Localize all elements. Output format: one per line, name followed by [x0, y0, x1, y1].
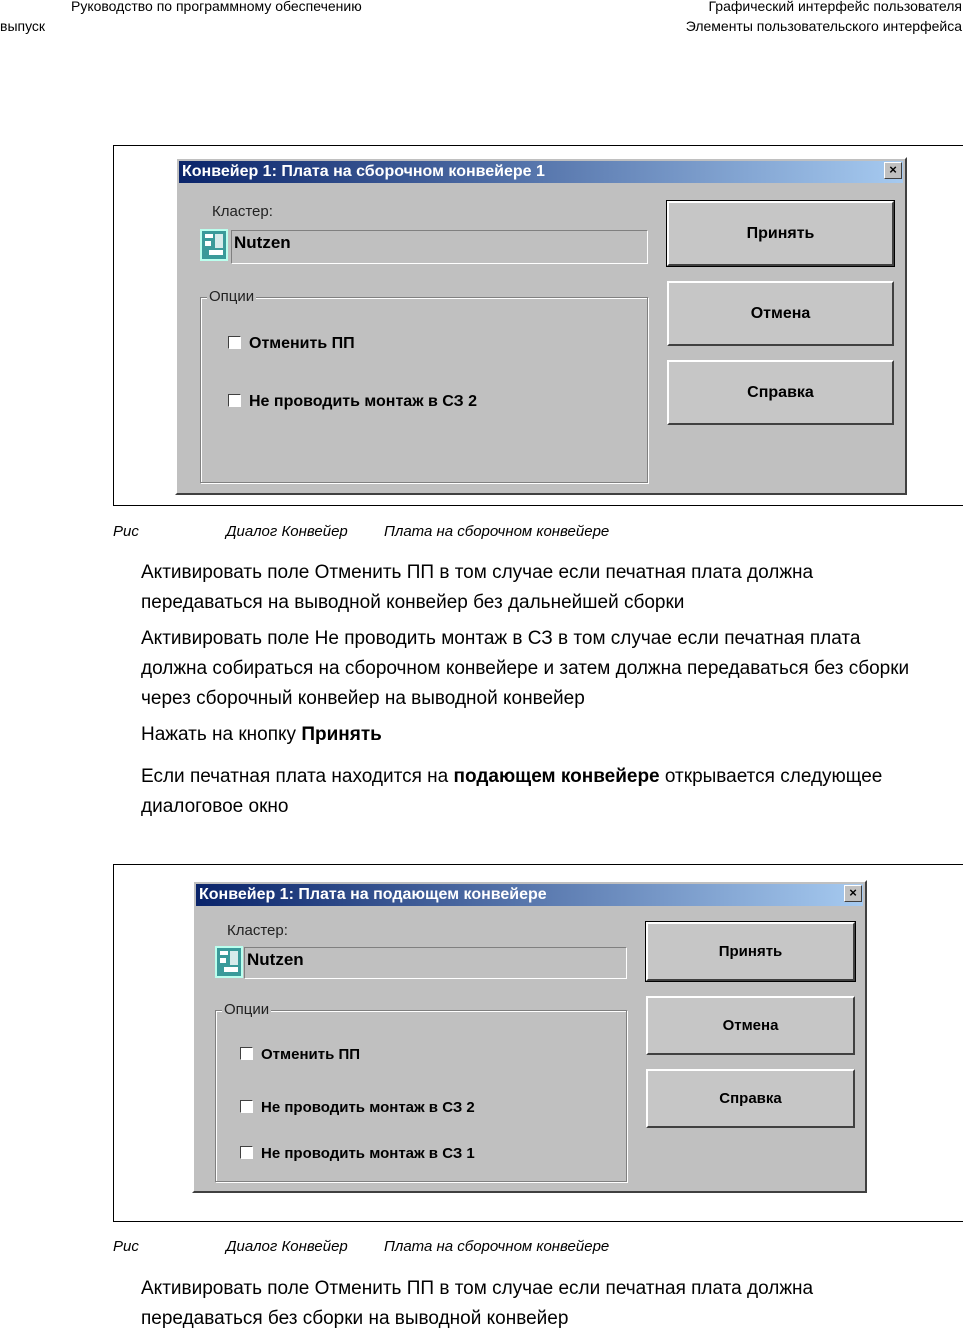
paragraph-line: через сборочный конвейер на выводной конвейер [141, 688, 585, 709]
caption-1-sub: Плата на сборочном конвейере [384, 523, 610, 540]
accept-button[interactable]: Принять [667, 201, 894, 266]
options-group [200, 288, 648, 483]
cluster-field[interactable]: Nutzen [231, 230, 648, 264]
header-left-2: выпуск [0, 18, 46, 34]
caption-2-text: Диалог Конвейер [226, 1238, 348, 1255]
cluster-label: Кластер: [227, 922, 288, 939]
checkbox-label: Не проводить монтаж в СЗ 2 [261, 1099, 475, 1116]
feeder-paragraph [141, 762, 882, 792]
feeder-post: открывается следующее [659, 766, 883, 787]
options-group [215, 1001, 627, 1182]
dialog-title: Конвейер 1: Плата на сборочном конвейере 1 [179, 161, 903, 183]
feeder-bold: подающем конвейере [453, 766, 660, 787]
paragraph-line: Активировать поле Не проводить монтаж в СЗ в том случае если печатная плата [141, 628, 861, 649]
options-label: Опции [224, 1001, 270, 1018]
cancel-button[interactable]: Отмена [667, 281, 894, 346]
press-text: Нажать на кнопку [141, 724, 302, 745]
paragraph-line: передаваться на выводной конвейер без дальнейшей сборки [141, 592, 685, 613]
close-icon[interactable]: × [844, 885, 862, 902]
cluster-field[interactable]: Nutzen [244, 947, 627, 979]
header-right-2: Элементы пользовательского интерфейса [685, 18, 962, 34]
caption-2-sub: Плата на сборочном конвейере [384, 1238, 610, 1255]
skip-sz2-checkbox[interactable] [228, 393, 477, 411]
options-label: Опции [209, 288, 255, 305]
help-button[interactable]: Справка [667, 360, 894, 425]
conveyor-dialog-1 [175, 157, 907, 495]
dialog-title: Конвейер 1: Плата на подающем конвейере [196, 884, 863, 906]
paragraph-line: Активировать поле Отменить ПП в том случае если печатная плата должна [141, 1278, 814, 1299]
cluster-icon [215, 946, 243, 978]
paragraph-line: диалоговое окно [141, 796, 289, 817]
checkbox-label: Отменить ПП [261, 1046, 361, 1063]
checkbox-label: Не проводить монтаж в СЗ 2 [249, 393, 477, 410]
cancel-pcb-checkbox[interactable] [240, 1046, 360, 1063]
header-right-1: Графический интерфейс пользователя [708, 0, 962, 14]
skip-sz2-checkbox[interactable] [240, 1099, 475, 1116]
feeder-pre: Если печатная плата находится на [141, 766, 454, 787]
paragraph-line: должна собираться на сборочном конвейере и затем должна передаваться без сборки [141, 658, 910, 679]
checkbox-label: Отменить ПП [249, 335, 355, 352]
conveyor-dialog-2 [192, 880, 867, 1193]
press-instruction [141, 720, 382, 750]
press-bold: Принять [301, 724, 382, 745]
paragraph-line: передаваться без сборки на выводной конвейер [141, 1308, 569, 1329]
skip-sz1-checkbox[interactable] [240, 1145, 475, 1162]
figure-frame-2 [113, 864, 963, 1222]
cluster-label: Кластер: [212, 203, 273, 220]
header-left-1: Руководство по программному обеспечению [71, 0, 362, 14]
caption-2-fig: Рис [113, 1238, 139, 1255]
accept-button[interactable]: Принять [646, 922, 855, 981]
checkbox-label: Не проводить монтаж в СЗ 1 [261, 1145, 475, 1162]
cancel-pcb-checkbox[interactable] [228, 335, 355, 353]
cluster-icon [200, 229, 228, 261]
figure-frame-1 [113, 145, 963, 506]
paragraph-line: Активировать поле Отменить ПП в том случае если печатная плата должна [141, 562, 814, 583]
caption-1-text: Диалог Конвейер [226, 523, 348, 540]
help-button[interactable]: Справка [646, 1069, 855, 1128]
cancel-button[interactable]: Отмена [646, 996, 855, 1055]
caption-1-fig: Рис [113, 523, 139, 540]
close-icon[interactable]: × [884, 162, 902, 179]
